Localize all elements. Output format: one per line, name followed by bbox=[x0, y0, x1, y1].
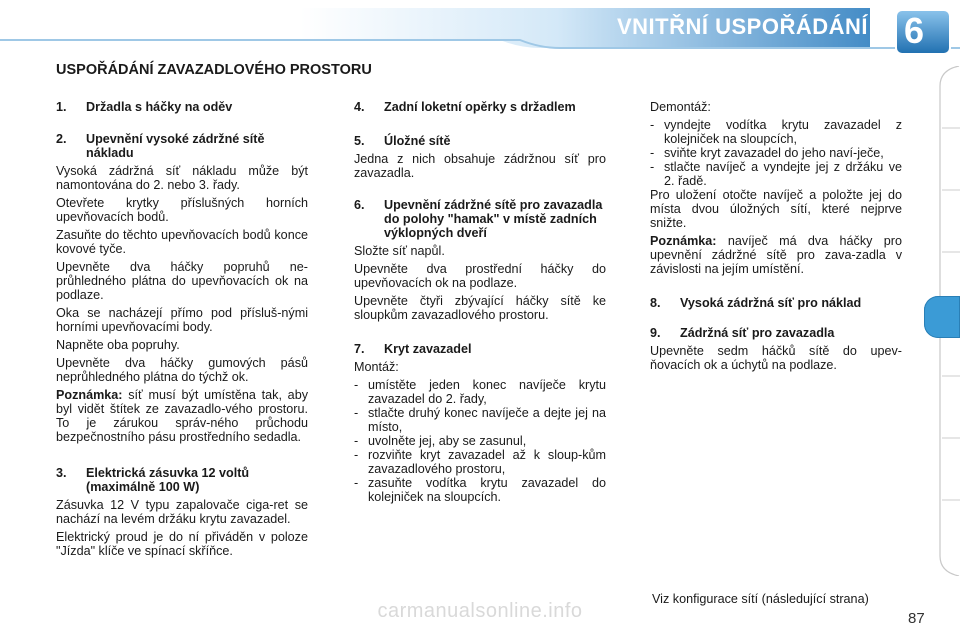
heading-number: 4. bbox=[354, 100, 365, 114]
heading-7 bbox=[354, 342, 606, 356]
heading-text: Vysoká zádržná síť pro náklad bbox=[680, 296, 862, 310]
note-text: síť musí být umístěna tak, aby byl vidět štítek ze zavazadlo-vého prostoru. To je zárukou správ-ného průchodu bezpečnostního pásu prostředního sedadla. bbox=[56, 388, 308, 444]
watermark-text: carmanualsonline.info bbox=[377, 600, 583, 622]
heading-text: Zadní loketní opěrky s držadlem bbox=[384, 100, 576, 114]
list-item: - zasuňte vodítka krytu zavazadel do kolejniček na sloupcích. bbox=[354, 476, 606, 504]
heading-number: 6. bbox=[354, 198, 365, 212]
paragraph: Upevněte dva háčky popruhů ne-průhledného plátna do upevňovacích ok na podlaze. bbox=[56, 260, 308, 302]
heading-4 bbox=[354, 100, 606, 114]
paragraph: Složte síť napůl. bbox=[354, 244, 445, 258]
list-item: - vyndejte vodítka krytu zavazadel z kolejniček na sloupcích, bbox=[650, 118, 902, 146]
heading-text: Držadla s háčky na oděv bbox=[86, 100, 233, 114]
column-1 bbox=[56, 100, 308, 562]
list-item: - rozviňte kryt zavazadel až k sloup-kům zavazadlového prostoru, bbox=[354, 448, 606, 476]
heading-9 bbox=[650, 326, 902, 340]
heading-number: 3. bbox=[56, 466, 67, 480]
chapter-tab-active[interactable] bbox=[924, 296, 960, 338]
page-number: 87 bbox=[908, 610, 925, 627]
heading-text: Upevnění vysoké zádržné sítě nákladu bbox=[86, 132, 265, 160]
list-item: - stlačte druhý konec navíječe a dejte jej na místo, bbox=[354, 406, 606, 434]
note-paragraph bbox=[56, 388, 308, 444]
paragraph: Upevněte dva háčky gumových pásů neprůhledného plátna do týchž ok. bbox=[56, 356, 308, 384]
column-2 bbox=[354, 100, 606, 504]
paragraph: Pro uložení otočte navíječ a položte jej do místa dvou úložných sítí, které nejprve snižte. bbox=[650, 188, 902, 230]
section-title: USPOŘÁDÁNÍ ZAVAZADLOVÉHO PROSTORU bbox=[56, 62, 372, 78]
note-label: Poznámka: bbox=[650, 234, 717, 248]
list-item: - uvolněte jej, aby se zasunul, bbox=[354, 434, 527, 448]
heading-text: Upevnění zádržné sítě pro zavazadla do polohy "hamak" v místě zadních výklopných dveří bbox=[384, 198, 603, 240]
paragraph: Zásuvka 12 V typu zapalovače ciga-ret se nachází na levém držáku krytu zavazadel. bbox=[56, 498, 308, 526]
heading-number: 9. bbox=[650, 326, 661, 340]
heading-6 bbox=[354, 198, 606, 240]
heading-5 bbox=[354, 134, 606, 148]
chapter-number-badge: 6 bbox=[903, 10, 925, 51]
chapter-title: VNITŘNÍ USPOŘÁDÁNÍ bbox=[616, 14, 868, 39]
header-bar bbox=[0, 0, 960, 62]
paragraph: Upevněte čtyři zbývající háčky sítě ke sloupkům zavazadlového prostoru. bbox=[354, 294, 606, 322]
heading-8 bbox=[650, 296, 902, 310]
list-item: - umístěte jeden konec navíječe krytu zavazadel do 2. řady, bbox=[354, 378, 606, 406]
heading-number: 8. bbox=[650, 296, 661, 310]
heading-text: Elektrická zásuvka 12 voltů (maximálně 100 W) bbox=[86, 466, 250, 494]
note-text: navíječ má dva háčky pro upevnění zádržné sítě pro zava-zadla v závislosti na jejím umístění. bbox=[650, 234, 902, 276]
heading-number: 5. bbox=[354, 134, 365, 148]
paragraph: Zasuňte do těchto upevňovacích bodů konce kovové tyče. bbox=[56, 228, 308, 256]
column-3 bbox=[650, 100, 902, 376]
heading-1 bbox=[56, 100, 308, 114]
demount-label: Demontáž: bbox=[650, 100, 711, 114]
heading-text: Úložné sítě bbox=[384, 134, 451, 148]
heading-3 bbox=[56, 466, 308, 494]
heading-number: 7. bbox=[354, 342, 365, 356]
heading-text: Kryt zavazadel bbox=[384, 342, 472, 356]
list-item: - stlačte navíječ a vyndejte jej z držáku ve 2. řadě. bbox=[650, 160, 902, 188]
paragraph: Jedna z nich obsahuje zádržnou síť pro zavazadla. bbox=[354, 152, 606, 180]
heading-number: 1. bbox=[56, 100, 67, 114]
paragraph: Otevřete krytky příslušných horních upevňovacích bodů. bbox=[56, 196, 308, 224]
paragraph: Upevněte dva prostřední háčky do upevňovacích ok na podlaze. bbox=[354, 262, 606, 290]
note-paragraph bbox=[650, 234, 902, 276]
mount-label: Montáž: bbox=[354, 360, 399, 374]
paragraph: Oka se nacházejí přímo pod přísluš-nými horními upevňovacími body. bbox=[56, 306, 308, 334]
note-label: Poznámka: bbox=[56, 388, 123, 402]
paragraph: Napněte oba popruhy. bbox=[56, 338, 180, 352]
heading-text: Zádržná síť pro zavazadla bbox=[680, 326, 835, 340]
paragraph: Vysoká zádržná síť nákladu může být namontována do 2. nebo 3. řady. bbox=[56, 164, 308, 192]
list-item: - sviňte kryt zavazadel do jeho naví-ječe, bbox=[650, 146, 884, 160]
footnote: Viz konfigurace sítí (následující strana) bbox=[652, 592, 869, 606]
paragraph: Elektrický proud je do ní přiváděn v poloze "Jízda" klíče ve spínací skříňce. bbox=[56, 530, 308, 558]
paragraph: Upevněte sedm háčků sítě do upev-ňovacích ok a úchytů na podlaze. bbox=[650, 344, 902, 372]
heading-2 bbox=[56, 132, 308, 160]
heading-number: 2. bbox=[56, 132, 67, 146]
